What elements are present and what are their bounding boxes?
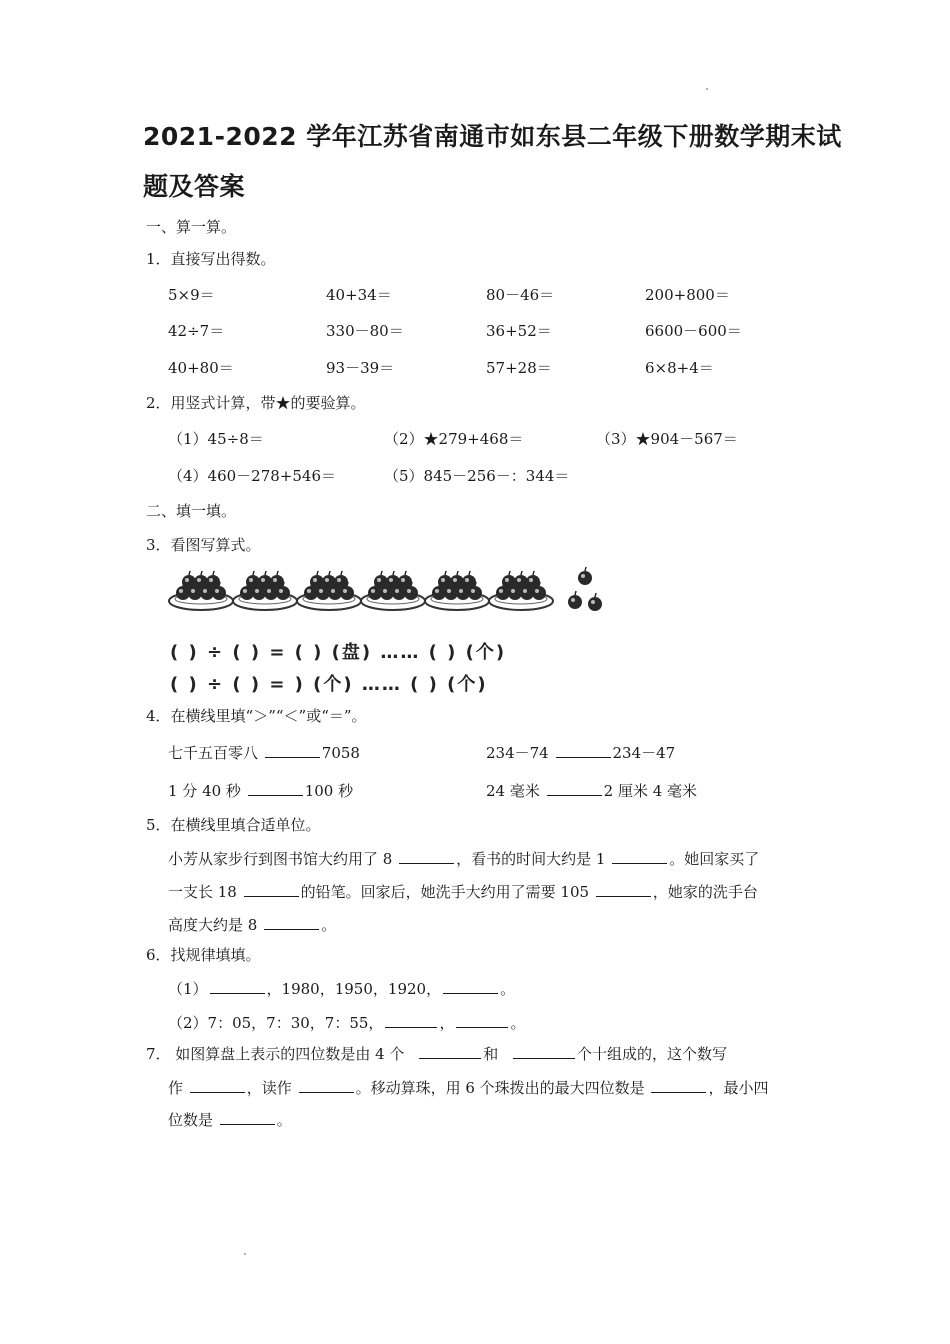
q2-item: （4）460－278+546＝ xyxy=(168,467,337,485)
question-6-label: 6．找规律填填。 xyxy=(146,946,261,964)
answer-blank[interactable] xyxy=(299,1077,354,1093)
answer-blank[interactable] xyxy=(513,1043,575,1059)
q3-equation-row1: ( ) ÷ ( ) = ( ) (盘) …… ( ) (个) xyxy=(170,642,507,663)
q2-item: （5）845－256－：344＝ xyxy=(384,467,570,485)
question-3-label: 3．看图写算式。 xyxy=(146,536,261,554)
plate-with-apples xyxy=(425,571,489,610)
answer-blank[interactable] xyxy=(210,978,265,994)
answer-blank[interactable] xyxy=(547,780,602,796)
plate-with-apples xyxy=(297,571,361,610)
q1-item: 6×8+4＝ xyxy=(645,359,714,377)
q1-item: 93－39＝ xyxy=(326,359,395,377)
loose-apple xyxy=(568,591,582,609)
q5-line3: 高度大约是 8 。 xyxy=(168,916,337,934)
answer-blank[interactable] xyxy=(385,1012,437,1028)
answer-blank[interactable] xyxy=(456,1012,508,1028)
plate-with-apples xyxy=(361,571,425,610)
q7-line2: 作 ，读作 。移动算珠，用 6 个珠拨出的最大四位数是 ，最小四 xyxy=(168,1079,769,1097)
q6-part1: （1） ，1980，1950，1920， 。 xyxy=(168,980,516,998)
q2-item: （2）★279+468＝ xyxy=(384,430,524,448)
answer-blank[interactable] xyxy=(190,1077,245,1093)
q5-line2: 一支长 18 的铅笔。回家后，她洗手大约用了需要 105 ，她家的洗手台 xyxy=(168,883,758,901)
plate-with-apples xyxy=(169,571,233,610)
q1-item: 36+52＝ xyxy=(486,322,552,340)
q1-item: 42÷7＝ xyxy=(168,322,225,340)
answer-blank[interactable] xyxy=(556,742,611,758)
q2-item: （1）45÷8＝ xyxy=(168,430,264,448)
plate-with-apples xyxy=(489,571,553,610)
q1-item: 330－80＝ xyxy=(326,322,404,340)
loose-apple xyxy=(588,593,602,611)
question-1-label: 1．直接写出得数。 xyxy=(146,250,276,268)
plate-with-apples xyxy=(233,571,297,610)
answer-blank[interactable] xyxy=(596,881,651,897)
q1-item: 57+28＝ xyxy=(486,359,552,377)
answer-blank[interactable] xyxy=(264,914,319,930)
q1-item: 200+800＝ xyxy=(645,286,730,304)
q6-part2: （2）7：05，7：30，7：55， ， 。 xyxy=(168,1014,526,1032)
document-title-line2: 题及答案 xyxy=(143,172,246,201)
q7-line1: 7． 如图算盘上表示的四位数是由 4 个 和 个十组成的，这个数写 xyxy=(146,1045,727,1063)
answer-blank[interactable] xyxy=(244,881,299,897)
q5-line1: 小芳从家步行到图书馆大约用了 8 ，看书的时间大约是 1 。她回家买了 xyxy=(168,850,760,868)
answer-blank[interactable] xyxy=(612,848,667,864)
answer-blank[interactable] xyxy=(399,848,454,864)
answer-blank[interactable] xyxy=(220,1109,275,1125)
scan-dot xyxy=(244,1253,246,1255)
q4-item-d: 24 毫米 2 厘米 4 毫米 xyxy=(486,782,698,800)
q4-item-c: 1 分 40 秒 100 秒 xyxy=(168,782,354,800)
q7-line3: 位数是 。 xyxy=(168,1111,292,1129)
question-4-label: 4．在横线里填“＞”“＜”或“＝”。 xyxy=(146,707,367,725)
section-heading-fill: 二、填一填。 xyxy=(146,502,237,520)
loose-apple xyxy=(578,567,592,585)
document-title-line1: 2021-2022 学年江苏省南通市如东县二年级下册数学期末试 xyxy=(143,122,842,151)
q4-item-b: 234－74 234－47 xyxy=(486,744,676,762)
q4-item-a: 七千五百零八 7058 xyxy=(168,744,360,762)
q2-item: （3）★904－567＝ xyxy=(596,430,738,448)
answer-blank[interactable] xyxy=(265,742,320,758)
q1-item: 40+34＝ xyxy=(326,286,392,304)
q1-item: 6600－600＝ xyxy=(645,322,742,340)
question-5-label: 5．在横线里填合适单位。 xyxy=(146,816,321,834)
q1-item: 80－46＝ xyxy=(486,286,555,304)
answer-blank[interactable] xyxy=(443,978,498,994)
answer-blank[interactable] xyxy=(248,780,303,796)
q3-equation-row2: ( ) ÷ ( ) = ) (个) …… ( ) (个) xyxy=(170,674,488,695)
scan-dot xyxy=(706,88,708,90)
question-2-label: 2．用竖式计算，带★的要验算。 xyxy=(146,394,366,412)
section-heading-calc: 一、算一算。 xyxy=(146,218,237,236)
answer-blank[interactable] xyxy=(651,1077,706,1093)
answer-blank[interactable] xyxy=(419,1043,481,1059)
q1-item: 5×9＝ xyxy=(168,286,215,304)
q1-item: 40+80＝ xyxy=(168,359,234,377)
